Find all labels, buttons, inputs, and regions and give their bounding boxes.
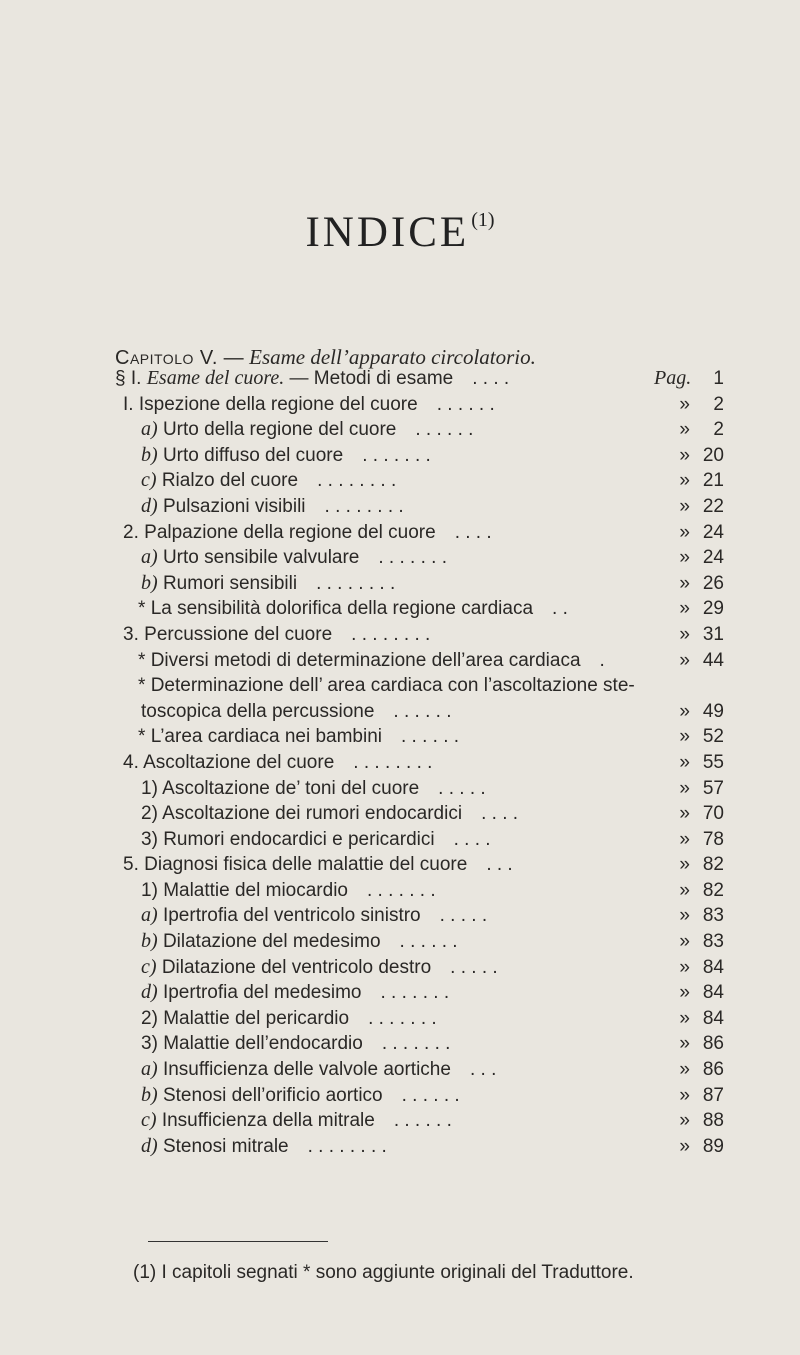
ditto-mark: » [679,547,690,569]
toc-entry-number: 2) [141,803,158,825]
page-number: 83 [702,931,724,953]
ditto-mark: » [679,393,690,415]
toc-entry-title [141,980,449,1006]
leader-dots: . . . [469,1059,497,1081]
toc-entry [0,545,800,571]
ditto-mark: » [679,598,690,620]
ditto-mark: » [679,419,690,441]
toc-entry-number: 3) [141,828,158,850]
ditto-mark: » [679,828,690,850]
toc-entry-text: Stenosi mitrale [162,1135,289,1157]
toc-entry [0,417,800,443]
leader-dots: . . . . . . . [380,982,450,1004]
toc-entry [0,699,800,725]
toc-entry-title [141,1006,437,1032]
toc-entry-title [141,801,518,827]
chapter-dash: — [223,347,244,369]
toc-entry-title [141,827,491,853]
ditto-mark: » [679,854,690,876]
toc-entry-text: L’area cardiaca nei bambini [150,726,382,748]
page-number: 78 [702,828,724,850]
leader-dots: . . . . . . . [362,444,431,466]
toc-entry [0,596,800,622]
page-number: 22 [702,495,724,517]
toc-entry-number: * [138,675,146,697]
toc-entry-number: d) [141,981,158,1004]
ditto-mark: » [679,623,690,645]
leader-dots: . . . . . . [399,931,458,953]
page-number: 70 [702,803,724,825]
leader-dots: . . . . . . [415,419,474,441]
toc-entry-text: Insufficienza delle valvole aortiche [162,1059,451,1081]
page-number: 84 [702,982,724,1004]
page-number: 87 [702,1084,724,1106]
toc-entry-number: 2) [141,1007,158,1029]
page-number: 83 [702,905,724,927]
page-number: 88 [702,1110,724,1132]
toc-entry-text: Ascoltazione de’ toni del cuore [162,777,420,799]
toc-entry-text: Rumori endocardici e pericardici [163,828,435,850]
leader-dots: . . . . . . . . [324,495,404,517]
page-number: 24 [702,547,724,569]
toc-entry [0,468,800,494]
page-number: 20 [702,444,724,466]
leader-dots: . . . . . . . . [353,751,433,773]
page-number: 52 [702,726,724,748]
ditto-mark: » [679,1033,690,1055]
toc-entry-number: 4. [123,751,139,773]
toc-entry [0,1031,800,1057]
page-number: 21 [702,470,724,492]
toc-entry-text: toscopica della percussione [141,700,375,722]
toc-entry [0,1108,800,1134]
leader-dots: . . . . . . [393,700,452,722]
leader-dots: . . . . . [450,956,498,978]
page-number: 86 [702,1059,724,1081]
toc-entry-title [141,776,486,802]
toc-entry [0,392,800,418]
toc-entry-number: a) [141,1058,158,1081]
toc-entry-number: a) [141,418,158,441]
toc-entry-number: b) [141,571,158,594]
ditto-mark: » [679,521,690,543]
toc-entry-number: 5. [123,854,139,876]
toc-entry-title [141,878,436,904]
toc-entry-title [123,520,492,546]
toc-entry-text: Stenosi dell’orificio aortico [162,1084,383,1106]
leader-dots: . . . . . . [393,1110,452,1132]
leader-dots: . . . . . . . [378,547,447,569]
toc-entry-title [123,622,430,648]
toc-entry [0,443,800,469]
toc-entry-number: 3) [141,1033,158,1055]
toc-entry [0,776,800,802]
page-label: Pag. [654,367,692,389]
toc-entry-title [141,468,396,494]
toc-entry-title [115,366,509,392]
toc-entry [0,622,800,648]
toc-entry-text: Esame del cuore. [146,367,285,389]
toc-entry [0,648,800,674]
toc-entry-text: Malattie del pericardio [163,1007,350,1029]
toc-entry-title [141,1083,460,1109]
table-of-contents [0,366,800,1159]
toc-entry [0,1057,800,1083]
toc-entry-text: Rumori sensibili [162,572,298,594]
ditto-mark: » [679,726,690,748]
toc-entry-title [141,1057,496,1083]
toc-entry-number: b) [141,930,158,953]
toc-entry-number: b) [141,443,158,466]
ditto-mark: » [679,1110,690,1132]
toc-entry-title [141,494,404,520]
ditto-mark: » [679,777,690,799]
ditto-mark: » [679,905,690,927]
toc-entry-text: La sensibilità dolorifica della regione cardiaca [150,598,534,620]
leader-dots: . . . . . . [436,393,495,415]
toc-entry [0,980,800,1006]
leader-dots: . . . . . . . . [351,623,431,645]
toc-entry-title [138,673,635,699]
toc-entry-text: Ispezione della regione del cuore [138,393,418,415]
toc-entry-number: a) [141,904,158,927]
toc-entry-text: Diversi metodi di determinazione dell’area cardiaca [150,649,581,671]
page-number: 86 [702,1033,724,1055]
toc-entry [0,1134,800,1160]
toc-entry-number: 1) [141,879,158,901]
toc-entry-number: d) [141,494,158,517]
ditto-mark: » [679,572,690,594]
leader-dots: . . . . [453,828,491,850]
page-number: 2 [713,419,724,441]
ditto-mark: » [679,1135,690,1157]
toc-entry-subtitle: — Metodi di esame [284,368,454,389]
ditto-mark: » [679,803,690,825]
chapter-label: Capitolo V. [115,347,218,369]
toc-entry-title [123,392,495,418]
leader-dots: . . . . . . . [368,1007,437,1029]
ditto-mark: » [679,956,690,978]
toc-entry-number: * [138,726,146,748]
leader-dots: . . . . . . . [367,879,436,901]
ditto-mark: » [679,982,690,1004]
toc-entry [0,827,800,853]
footnote-rule [148,1241,328,1242]
page-number: 2 [713,393,724,415]
toc-entry-number: d) [141,1134,158,1157]
toc-entry-text: Palpazione della regione del cuore [144,521,436,543]
leader-dots: . . . . [454,521,492,543]
leader-dots: . . . [486,854,513,876]
toc-entry-text: Urto della regione del cuore [162,419,397,441]
toc-entry-number: c) [141,1109,157,1132]
toc-entry-text: Rialzo del cuore [161,470,299,492]
toc-entry-number: 3. [123,623,139,645]
toc-entry [0,366,800,392]
leader-dots: . . . . . . . [381,1033,451,1055]
toc-entry-title [141,699,452,725]
toc-entry [0,673,800,699]
toc-entry-text: Insufficienza della mitrale [161,1110,375,1132]
toc-entry-text: Ipertrofia del ventricolo sinistro [162,905,421,927]
ditto-mark: » [679,649,690,671]
leader-dots: . . . . [481,803,519,825]
toc-entry-title [141,443,431,469]
page-number: 82 [702,854,724,876]
toc-entry-number: 1) [141,777,158,799]
toc-entry-text: Urto diffuso del cuore [162,444,344,466]
toc-entry-text: Determinazione dell’ area cardiaca con l’ascoltazione ste- [150,675,635,697]
page-number: 55 [702,751,724,773]
toc-entry [0,903,800,929]
toc-entry-number: 2. [123,521,139,543]
toc-entry [0,724,800,750]
toc-entry-number: § I. [115,368,142,389]
ditto-mark: » [679,879,690,901]
toc-entry-title [138,724,459,750]
page-number: 84 [702,1007,724,1029]
toc-entry-text: Ascoltazione del cuore [143,751,335,773]
leader-dots: . . . . . . . . [307,1135,387,1157]
page-number: 57 [702,777,724,799]
toc-entry-text: Percussione del cuore [144,623,333,645]
leader-dots: . . . . [472,368,510,389]
page-number: 24 [702,521,724,543]
page-number: 29 [702,598,724,620]
page-number: 44 [702,649,724,671]
page-number: 1 [713,368,724,389]
page-number: 26 [702,572,724,594]
toc-entry-number: * [138,598,146,620]
toc-entry-title [138,648,605,674]
ditto-mark: » [679,444,690,466]
toc-entry-number: I. [123,393,134,415]
toc-entry-text: Malattie del miocardio [163,879,348,901]
ditto-mark: » [679,931,690,953]
leader-dots: . [599,649,605,671]
toc-entry-number: a) [141,546,158,569]
toc-entry [0,852,800,878]
ditto-mark: » [679,751,690,773]
page-number: 82 [702,879,724,901]
toc-entry-text: Dilatazione del ventricolo destro [161,956,432,978]
leader-dots: . . . . . [439,905,488,927]
toc-entry-text: Diagnosi fisica delle malattie del cuore [144,854,468,876]
footnote: (1) I capitoli segnati * sono aggiunte originali del Traduttore. [133,1262,634,1283]
ditto-mark: » [679,1007,690,1029]
toc-entry [0,878,800,904]
index-title-text: INDICE [305,209,470,256]
toc-entry-number: c) [141,955,157,978]
toc-entry [0,520,800,546]
toc-entry-title [141,903,487,929]
ditto-mark: » [679,470,690,492]
leader-dots: . . . . . . [401,726,460,748]
ditto-mark: » [679,700,690,722]
toc-entry [0,801,800,827]
leader-dots: . . . . . . . . [316,572,396,594]
toc-entry-text: Ascoltazione dei rumori endocardici [162,803,463,825]
toc-entry-title [141,417,473,443]
index-title [0,208,800,257]
chapter-title: Esame dell’apparato circolatorio. [249,345,536,369]
ditto-mark: » [679,1084,690,1106]
toc-entry-text: Malattie dell’endocardio [163,1033,363,1055]
ditto-mark: » [679,1059,690,1081]
toc-entry-text: Pulsazioni visibili [162,495,306,517]
toc-entry-number: * [138,649,146,671]
toc-entry-title [141,929,458,955]
toc-entry-title [138,596,568,622]
toc-entry-title [141,571,395,597]
title-footnote-marker: (1) [471,209,495,231]
page-number: 89 [702,1135,724,1157]
toc-entry-text: Urto sensibile valvulare [162,547,360,569]
leader-dots: . . . . . . . . [317,470,397,492]
toc-entry-number: c) [141,469,157,492]
toc-entry [0,750,800,776]
toc-entry-title [141,545,447,571]
page-number: 31 [702,623,724,645]
toc-entry [0,1006,800,1032]
toc-entry [0,494,800,520]
toc-entry [0,571,800,597]
toc-entry-number: b) [141,1083,158,1106]
leader-dots: . . [552,598,568,620]
ditto-mark: » [679,495,690,517]
leader-dots: . . . . . . [401,1084,460,1106]
toc-entry-title [141,1031,450,1057]
toc-entry-text: Ipertrofia del medesimo [162,982,362,1004]
toc-entry-text: Dilatazione del medesimo [162,931,381,953]
toc-entry-title [141,1134,387,1160]
toc-entry-title [141,1108,452,1134]
page-number: 84 [702,956,724,978]
toc-entry-title [141,955,498,981]
toc-entry-title [123,750,432,776]
page-number: 49 [702,700,724,722]
leader-dots: . . . . . [438,777,486,799]
toc-entry [0,1083,800,1109]
toc-entry [0,955,800,981]
toc-entry-title [123,852,513,878]
toc-entry [0,929,800,955]
